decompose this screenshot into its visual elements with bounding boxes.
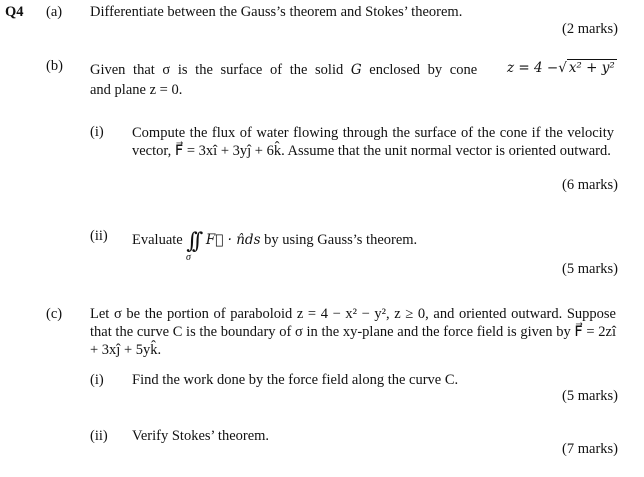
part-a-marks: (2 marks) bbox=[562, 21, 618, 37]
part-b-ii-label: (ii) bbox=[90, 228, 108, 244]
part-b-ii-text bbox=[132, 229, 417, 254]
question-number: Q4 bbox=[5, 4, 24, 20]
sqrt-sign: √ bbox=[558, 60, 567, 76]
double-integral-symbol: ∫∫ bbox=[186, 229, 198, 254]
surface-integral bbox=[186, 229, 261, 254]
part-b-label: (b) bbox=[46, 58, 63, 74]
part-b-intro-mid: enclosed by cone bbox=[369, 62, 478, 78]
cone-equation bbox=[507, 60, 617, 76]
part-b-solid-symbol: G bbox=[350, 62, 362, 78]
part-b-intro bbox=[90, 62, 477, 79]
part-b-intro-lead: Given that σ is the surface of the solid bbox=[90, 62, 344, 78]
cone-sqrt: x² + y² bbox=[568, 60, 615, 76]
integral-subscript: σ bbox=[186, 252, 191, 263]
part-c-ii-text: Verify Stokes’ theorem. bbox=[132, 428, 270, 444]
evaluate-word: Evaluate bbox=[132, 232, 183, 248]
part-b-line2: and plane z = 0. bbox=[90, 82, 183, 98]
part-c-text: Let σ be the portion of paraboloid z = 4 − x² − y², z ≥ 0, and oriented outward. Suppose that the curve C is the boundary of σ in the xy-plane and the force field is given by F⃗ = 2zî + 3xĵ + 5yk̂. bbox=[90, 306, 616, 358]
part-b-ii-tail: by using Gauss’s theorem. bbox=[264, 232, 418, 248]
part-c-i-label: (i) bbox=[90, 372, 104, 388]
part-c-ii-marks: (7 marks) bbox=[562, 441, 618, 457]
part-c-i-marks: (5 marks) bbox=[562, 388, 618, 404]
integrand: F⃗ · n̂ds bbox=[205, 232, 261, 248]
part-a-label: (a) bbox=[46, 4, 63, 20]
part-b-i-label: (i) bbox=[90, 124, 104, 140]
part-b-i-text: Compute the flux of water flowing through the surface of the cone if the velocity vector, F⃗ = 3xî + 3yĵ + 6k̂. Assume that the unit normal vector is oriented outward. bbox=[132, 125, 614, 159]
part-b-i-marks: (6 marks) bbox=[562, 177, 618, 193]
cone-lhs: z = 4 − bbox=[507, 60, 559, 76]
part-c-ii-label: (ii) bbox=[90, 428, 108, 444]
part-c-label: (c) bbox=[46, 306, 63, 322]
part-b-ii-marks: (5 marks) bbox=[562, 261, 618, 277]
part-a-text: Differentiate between the Gauss’s theorem and Stokes’ theorem. bbox=[90, 4, 463, 20]
part-c-i-text: Find the work done by the force field along the curve C. bbox=[132, 372, 459, 388]
